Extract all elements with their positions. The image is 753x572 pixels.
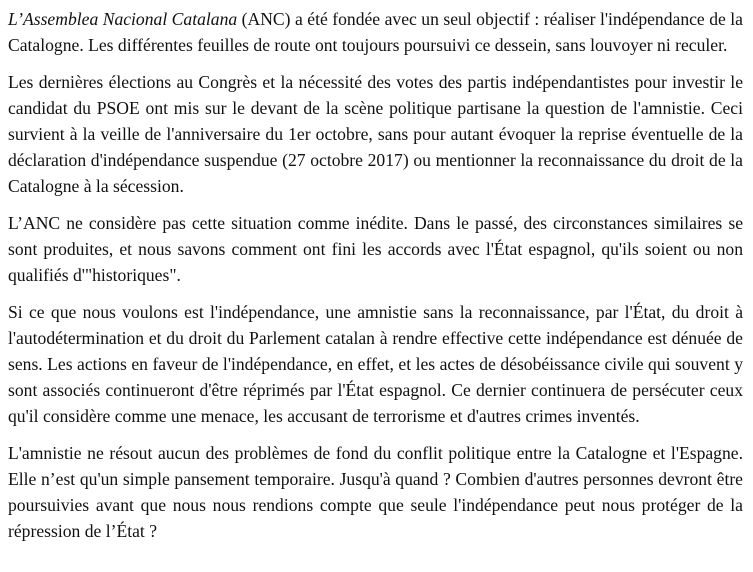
- paragraph-2: Les dernières élections au Congrès et la nécessité des votes des partis indépendantistes pour investir le candidat du PSOE ont mis sur le devant de la scène politique partisane la question de l'amnistie. Ceci survient à la veille de l'anniversaire du 1er octobre, sans pour autant évoquer la reprise éventuelle de la déclaration d'indépendance suspendue (27 octobre 2017) ou mentionner la reconnaissance du droit de la Catalogne à la sécession.: [8, 72, 743, 196]
- paragraph-3: L’ANC ne considère pas cette situation comme inédite. Dans le passé, des circonstances similaires se sont produites, et nous savons comment ont fini les accords avec l'État espagnol, qu'ils soient ou non qualifiés d'"historiques".: [8, 213, 743, 285]
- paragraph-4: Si ce que nous voulons est l'indépendance, une amnistie sans la reconnaissance, par l'État, du droit à l'autodétermination et du droit du Parlement catalan à rendre effective cette indépendance est dénuée de sens. Les actions en faveur de l'indépendance, en effet, et les actes de désobéissance civile qui souvent y sont associés continueront d'être réprimés par l'État espagnol. Ce dernier continuera de persécuter ceux qu'il considère comme une menace, les accusant de terrorisme et d'autres crimes inventés.: [8, 302, 743, 426]
- paragraph-1: [8, 6, 743, 58]
- paragraph-1-text: (ANC) a été fondée avec un seul objectif : réaliser l'indépendance de la Catalogne. Les différentes feuilles de route ont toujours poursuivi ce dessein, sans louvoyer ni reculer.: [8, 9, 743, 55]
- paragraph-5: L'amnistie ne résout aucun des problèmes de fond du conflit politique entre la Catalogne et l'Espagne. Elle n’est qu'un simple pansement temporaire. Jusqu'à quand ? Combien d'autres personnes devront être poursuivies avant que nous nous rendions compte que seule l'indépendance peut nous protéger de la répression de l’État ?: [8, 443, 743, 541]
- organization-name-italic: L’Assemblea Nacional Catalana: [8, 9, 238, 29]
